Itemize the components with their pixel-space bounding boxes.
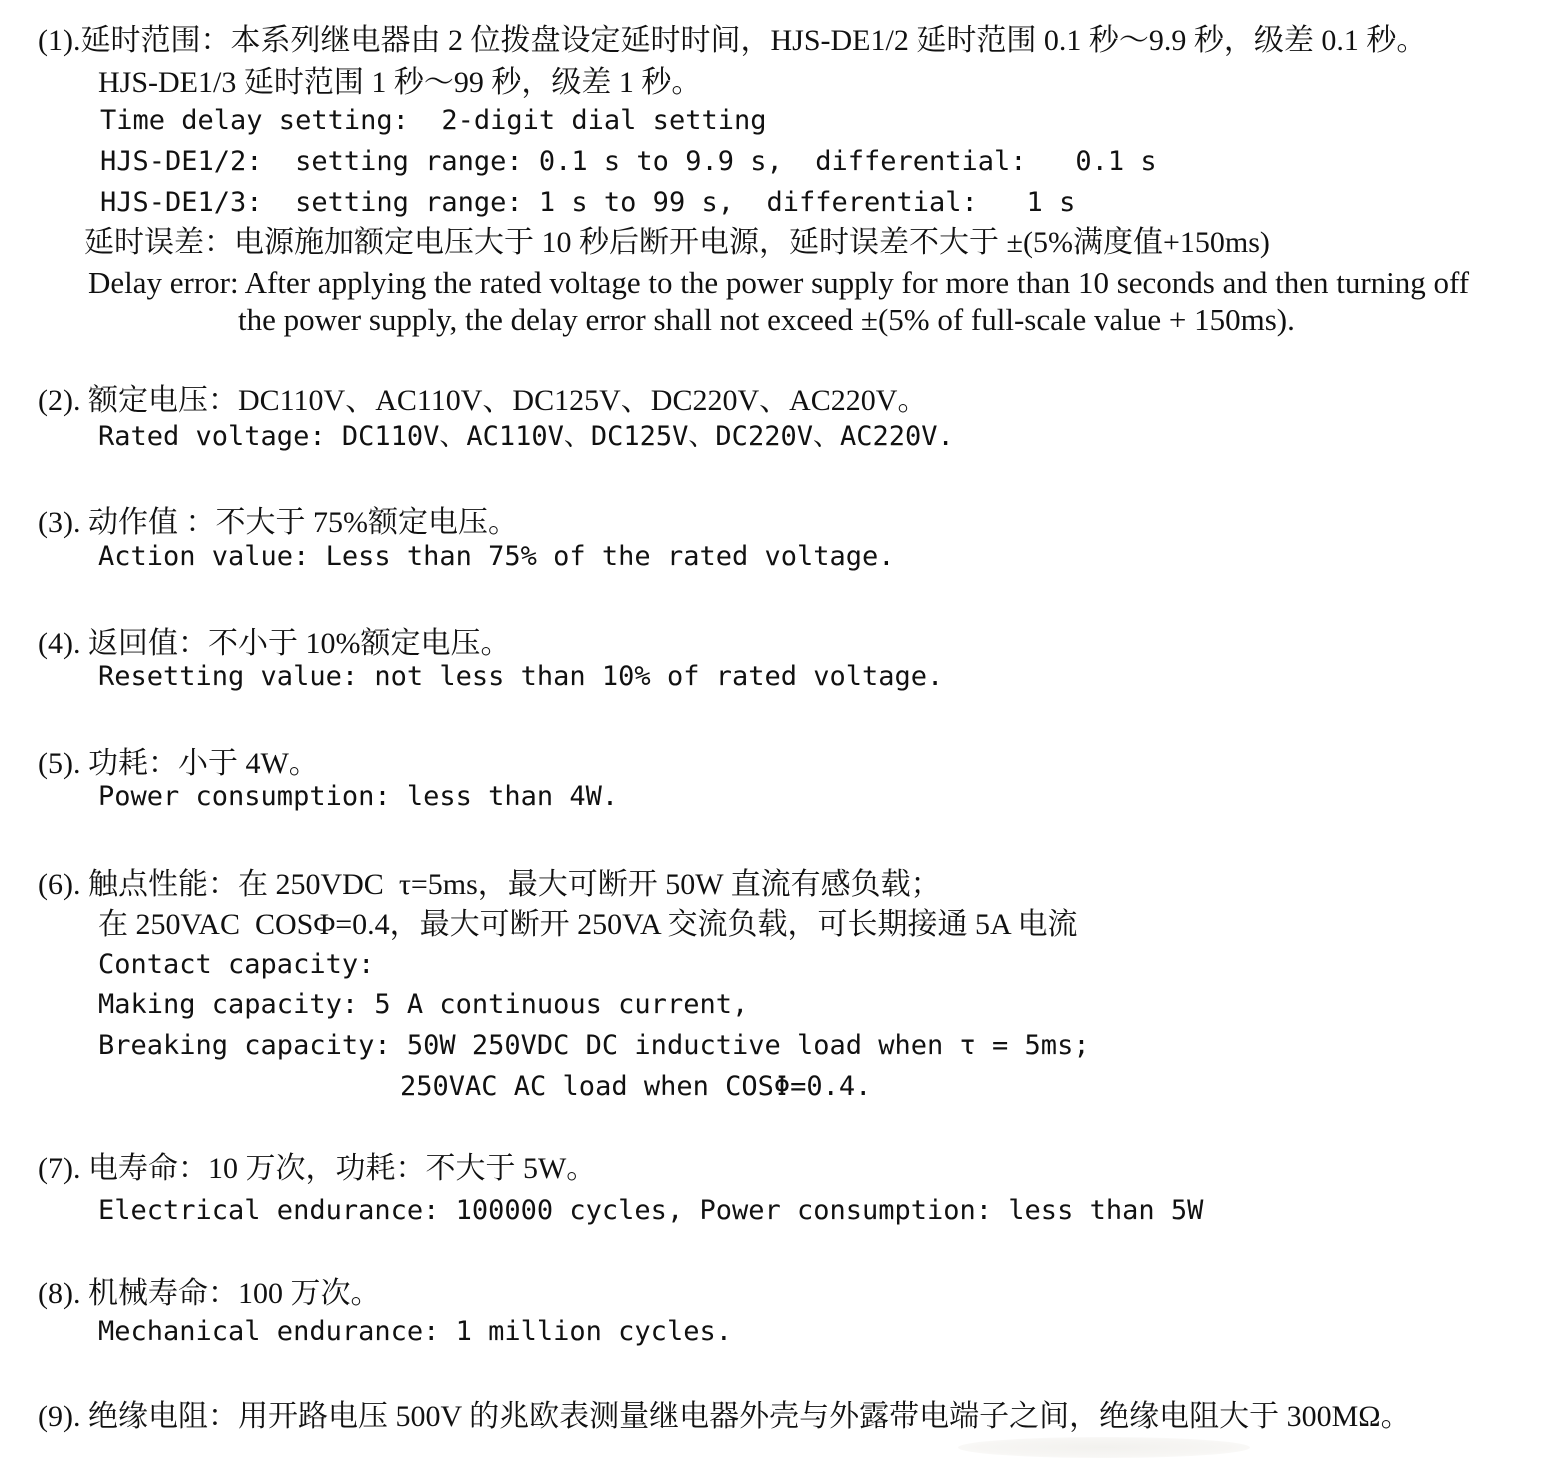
item1-time-delay-setting-en: Time delay setting: 2-digit dial setting [100,105,767,136]
item9-insulation-resistance-zh: (9). 绝缘电阻：用开路电压 500V 的兆欧表测量继电器外壳与外露带电端子之间，绝缘电阻大于 300MΩ。 [38,1400,1411,1433]
item5-power-consumption-zh: (5). 功耗：小于 4W。 [38,747,319,780]
item7-electrical-endurance-en: Electrical endurance: 100000 cycles, Power consumption: less than 5W [98,1195,1204,1226]
item2-rated-voltage-en: Rated voltage: DC110V、AC110V、DC125V、DC220V、AC220V. [98,421,954,452]
item1-delay-error-zh: 延时误差：电源施加额定电压大于 10 秒后断开电源，延时误差不大于 ±(5%满度值+150ms) [84,226,1270,259]
item3-action-value-en: Action value: Less than 75% of the rated voltage. [98,541,895,572]
item3-action-value-zh: (3). 动作值 ：不大于 75%额定电压。 [38,506,518,539]
item6-breaking-capacity-en-cont: 250VAC AC load when COSΦ=0.4. [400,1071,872,1102]
item4-resetting-value-en: Resetting value: not less than 10% of rated voltage. [98,661,944,692]
item4-resetting-value-zh: (4). 返回值：不小于 10%额定电压。 [38,627,511,660]
item1-hjs-de1-2-range-en: HJS-DE1/2: setting range: 0.1 s to 9.9 s, differential: 0.1 s [100,146,1157,177]
item6-contact-capacity-zh-cont: 在 250VAC COSΦ=0.4，最大可断开 250VA 交流负载，可长期接通 5A 电流 [98,908,1078,941]
item6-contact-capacity-en: Contact capacity: [98,949,375,980]
item5-power-consumption-en: Power consumption: less than 4W. [98,781,619,812]
item1-delay-error-en-cont: the power supply, the delay error shall not exceed ±(5% of full-scale value + 150ms). [238,302,1295,337]
item6-contact-capacity-zh: (6). 触点性能：在 250VDC τ=5ms，最大可断开 50W 直流有感负载； [38,868,941,901]
item7-electrical-endurance-zh: (7). 电寿命：10 万次，功耗：不大于 5W。 [38,1152,597,1185]
item6-making-capacity-en: Making capacity: 5 A continuous current, [98,989,749,1020]
item1-delay-range-zh-cont: HJS-DE1/3 延时范围 1 秒～99 秒，级差 1 秒。 [98,66,702,99]
item1-delay-error-en: Delay error: After applying the rated voltage to the power supply for more than 10 seconds and then turning off [88,265,1470,300]
item1-hjs-de1-3-range-en: HJS-DE1/3: setting range: 1 s to 99 s, differential: 1 s [100,187,1076,218]
item8-mechanical-endurance-en: Mechanical endurance: 1 million cycles. [98,1316,732,1347]
item2-rated-voltage-zh: (2). 额定电压：DC110V、AC110V、DC125V、DC220V、AC220V。 [38,384,928,417]
watermark-smudge [958,1437,1250,1458]
item1-delay-range-zh: (1).延时范围：本系列继电器由 2 位拨盘设定延时时间，HJS-DE1/2 延时范围 0.1 秒～9.9 秒，级差 0.1 秒。 [38,24,1427,57]
item8-mechanical-endurance-zh: (8). 机械寿命：100 万次。 [38,1277,381,1310]
item6-breaking-capacity-en: Breaking capacity: 50W 250VDC DC inductive load when τ = 5ms; [98,1030,1090,1061]
